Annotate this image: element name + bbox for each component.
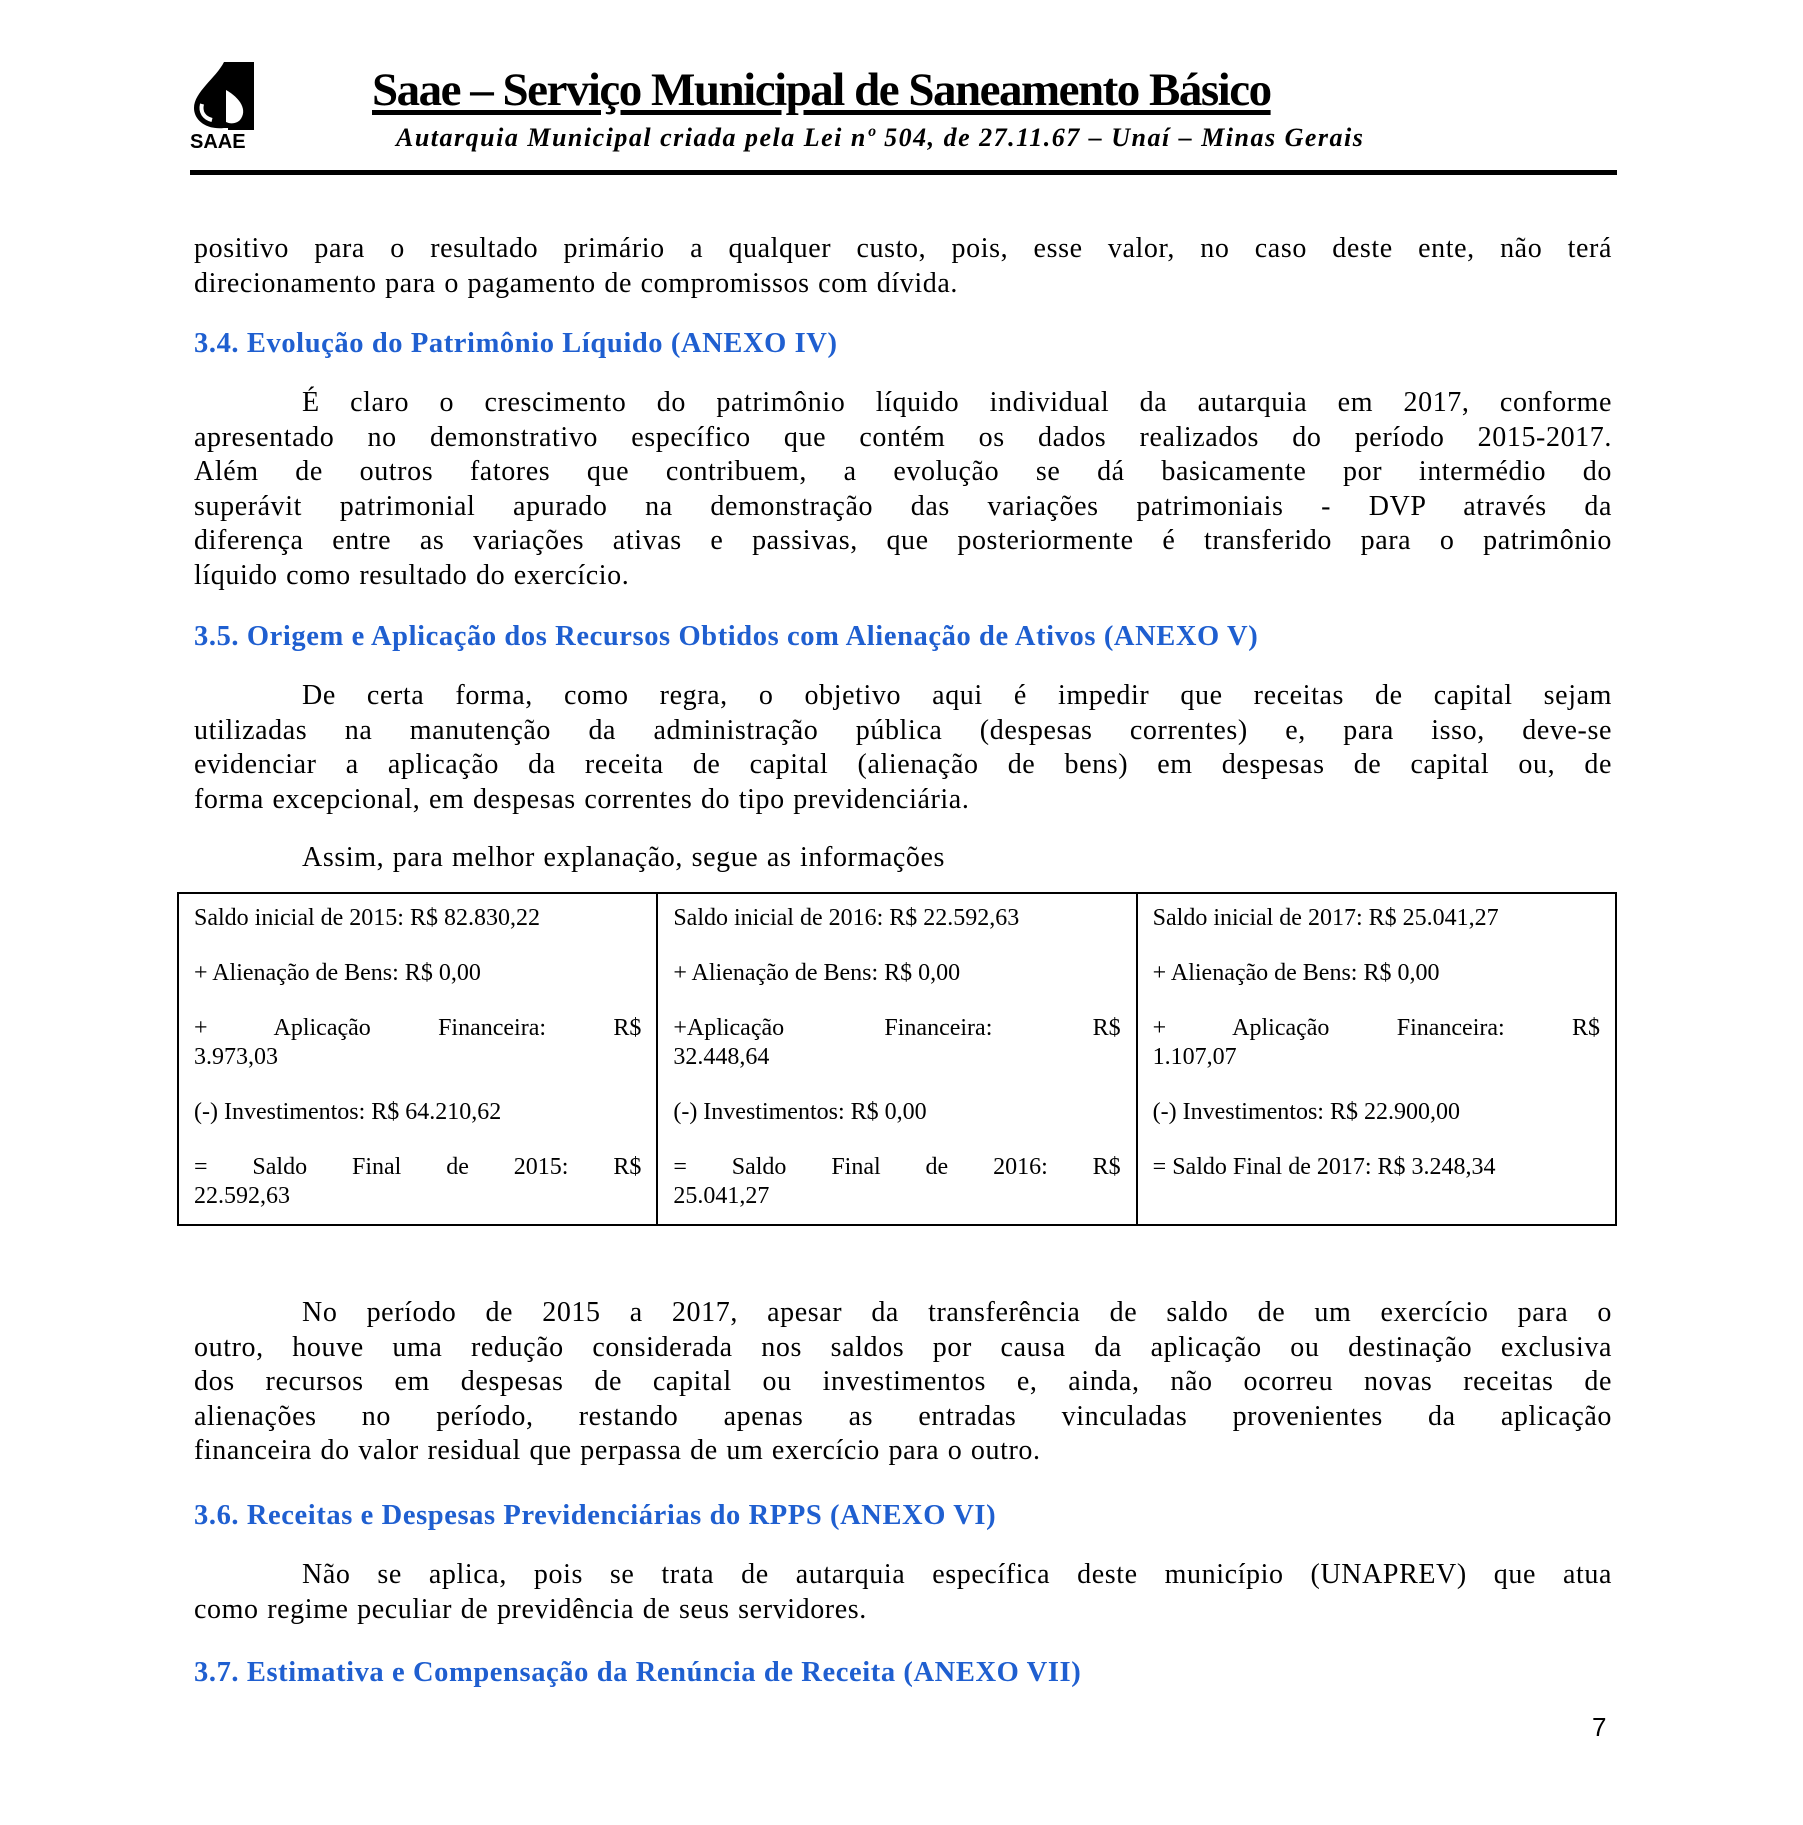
paragraph-3-5 (194, 679, 1612, 817)
table-cell: = Saldo Final de 2017: R$ 3.248,34 (1152, 1154, 1496, 1180)
text-line: utilizadas na manutenção da administração pública (despesas correntes) e, para isso, deve-se (194, 714, 1612, 746)
text-line: Assim, para melhor explanação, segue as informações (302, 842, 946, 873)
text-line: No período de 2015 a 2017, apesar da transferência de saldo de um exercício para o (302, 1297, 1612, 1328)
table-column-2017 (1136, 894, 1615, 1224)
cell-line: 3.973,03 (194, 1044, 278, 1070)
text-line: forma excepcional, em despesas correntes do tipo previdenciária. (194, 783, 970, 815)
text-line: outro, houve uma redução considerada nos saldos por causa da aplicação ou destinação exclusiva (194, 1331, 1612, 1363)
text-line: Não se aplica, pois se trata de autarquia específica deste município (UNAPREV) que atua (302, 1559, 1612, 1590)
table-column-2016 (656, 894, 1135, 1224)
text-line: dos recursos em despesas de capital ou investimentos e, ainda, não ocorreu novas receitas de (194, 1366, 1612, 1398)
text-line: positivo para o resultado primário a qualquer custo, pois, esse valor, no caso deste ente, não terá (194, 233, 1612, 264)
text-line: líquido como resultado do exercício. (194, 559, 630, 591)
cell-line: +Aplicação Financeira: R$ (673, 1015, 1121, 1041)
table-cell: + Alienação de Bens: R$ 0,00 (1152, 960, 1440, 986)
cell-line: 1.107,07 (1152, 1044, 1237, 1070)
text-line: Além de outros fatores que contribuem, a evolução se dá basicamente por intermédio do (194, 456, 1612, 488)
table-cell (673, 1014, 1120, 1072)
svg-text:SAAE: SAAE (190, 131, 246, 150)
table-column-2015 (179, 894, 656, 1224)
paragraph-3-4 (194, 386, 1612, 594)
cell-line: 22.592,63 (194, 1183, 290, 1209)
intro-paragraph (194, 232, 1612, 301)
header-divider (190, 170, 1617, 175)
heading-3-5: 3.5. Origem e Aplicação dos Recursos Obtidos com Alienação de Ativos (ANEXO V) (194, 621, 1259, 652)
table-cell: (-) Investimentos: R$ 0,00 (673, 1099, 927, 1125)
table-cell (194, 1014, 641, 1072)
cell-line: 25.041,27 (673, 1183, 770, 1209)
heading-3-7: 3.7. Estimativa e Compensação da Renúncia de Receita (ANEXO VII) (194, 1657, 1082, 1688)
header-title: Saae – Serviço Municipal de Saneamento Básico (372, 64, 1271, 116)
table-cell: Saldo inicial de 2017: R$ 25.041,27 (1152, 905, 1499, 931)
text-line: diferença entre as variações ativas e passivas, que posteriormente é transferido para o patrimônio (194, 525, 1612, 557)
text-line: superávit patrimonial apurado na demonstração das variações patrimoniais - DVP através da (194, 490, 1612, 522)
text-line: como regime peculiar de previdência de seus servidores. (194, 1593, 867, 1625)
text-line: É claro o crescimento do patrimônio líquido individual da autarquia em 2017, conforme (302, 387, 1612, 418)
cell-line: = Saldo Final de 2015: R$ (194, 1154, 642, 1180)
table-cell: Saldo inicial de 2015: R$ 82.830,22 (194, 905, 540, 931)
cell-line: + Aplicação Financeira: R$ (194, 1015, 642, 1041)
table-cell: Saldo inicial de 2016: R$ 22.592,63 (673, 905, 1020, 931)
cell-line: + Aplicação Financeira: R$ (1152, 1015, 1600, 1041)
heading-3-6: 3.6. Receitas e Despesas Previdenciárias do RPPS (ANEXO VI) (194, 1500, 997, 1531)
page-number: 7 (1592, 1712, 1607, 1742)
lead-in-paragraph (194, 841, 1612, 876)
paragraph-after-table (194, 1296, 1612, 1469)
saae-logo-icon (190, 58, 254, 150)
heading-3-4: 3.4. Evolução do Patrimônio Líquido (ANEXO IV) (194, 328, 838, 359)
table-cell (1153, 1014, 1600, 1072)
table-cell: + Alienação de Bens: R$ 0,00 (673, 960, 961, 986)
text-line: apresentado no demonstrativo específico que contém os dados realizados do período 2015-2017. (194, 421, 1612, 453)
text-line: alienações no período, restando apenas as entradas vinculadas provenientes da aplicação (194, 1400, 1612, 1432)
table-cell (194, 1153, 641, 1211)
table-cell: (-) Investimentos: R$ 22.900,00 (1152, 1099, 1460, 1125)
text-line: De certa forma, como regra, o objetivo aqui é impedir que receitas de capital sejam (302, 680, 1612, 711)
table-cell: + Alienação de Bens: R$ 0,00 (194, 960, 481, 986)
alienacao-table (177, 892, 1617, 1226)
paragraph-3-6 (194, 1558, 1612, 1627)
text-line: financeira do valor residual que perpassa de um exercício para o outro. (194, 1435, 1041, 1467)
header-subtitle: Autarquia Municipal criada pela Lei nº 504, de 27.11.67 – Unaí – Minas Gerais (396, 123, 1365, 152)
table-cell (673, 1153, 1120, 1211)
cell-line: = Saldo Final de 2016: R$ (673, 1154, 1121, 1180)
text-line: evidenciar a aplicação da receita de capital (alienação de bens) em despesas de capital ou, de (194, 749, 1612, 781)
table-cell: (-) Investimentos: R$ 64.210,62 (194, 1099, 502, 1125)
text-line: direcionamento para o pagamento de compromissos com dívida. (194, 267, 958, 299)
cell-line: 32.448,64 (673, 1044, 770, 1070)
